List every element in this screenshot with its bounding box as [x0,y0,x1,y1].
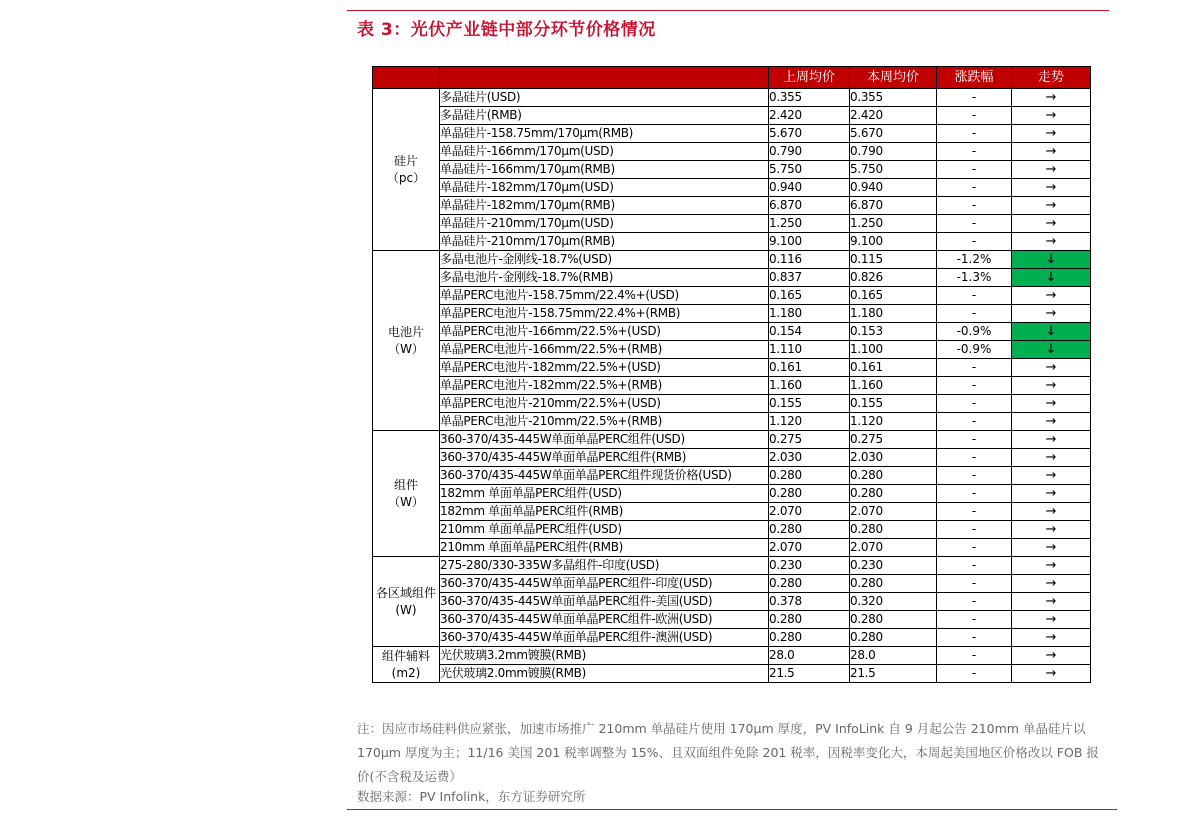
item-cell: 360-370/435-445W单面单晶PERC组件现货价格(USD) [440,467,769,485]
table-row [373,611,1091,629]
category-label-line: (m2) [391,665,421,680]
this-week-price-cell: 1.100 [850,341,937,359]
item-cell: 210mm 单面单晶PERC组件(USD) [440,521,769,539]
last-week-price-cell: 21.5 [769,665,850,683]
trend-flat-arrow-icon: → [1012,89,1091,107]
change-cell: - [937,449,1012,467]
last-week-price-cell: 2.420 [769,107,850,125]
trend-flat-arrow-icon: → [1012,233,1091,251]
item-cell: 360-370/435-445W单面单晶PERC组件-欧洲(USD) [440,611,769,629]
this-week-price-cell: 0.940 [850,179,937,197]
last-week-price-cell: 2.070 [769,539,850,557]
this-week-price-cell: 0.826 [850,269,937,287]
table-row [373,629,1091,647]
item-cell: 182mm 单面单晶PERC组件(RMB) [440,503,769,521]
change-cell: - [937,413,1012,431]
last-week-price-cell: 5.670 [769,125,850,143]
item-cell: 多晶电池片-金刚线-18.7%(RMB) [440,269,769,287]
trend-down-arrow-icon: ↓ [1012,323,1091,341]
category-label-line: （W） [388,494,424,509]
trend-down-arrow-icon: ↓ [1012,269,1091,287]
category-label-line: 硅片 [393,153,418,168]
item-cell: 单晶硅片-166mm/170μm(USD) [440,143,769,161]
this-week-price-cell: 0.320 [850,593,937,611]
this-week-price-cell: 5.750 [850,161,937,179]
last-week-price-cell: 1.180 [769,305,850,323]
trend-flat-arrow-icon: → [1012,431,1091,449]
change-cell: - [937,395,1012,413]
item-cell: 单晶硅片-210mm/170μm(RMB) [440,233,769,251]
this-week-price-cell: 0.280 [850,575,937,593]
category-label-line: （W） [388,341,424,356]
table-row [373,665,1091,683]
change-cell: - [937,629,1012,647]
change-cell: - [937,467,1012,485]
this-week-price-cell: 0.153 [850,323,937,341]
change-cell: - [937,431,1012,449]
table-row [373,503,1091,521]
table-row [373,521,1091,539]
this-week-price-cell: 1.160 [850,377,937,395]
item-cell: 光伏玻璃3.2mm镀膜(RMB) [440,647,769,665]
category-label-line: 电池片 [387,324,424,339]
table-row [373,161,1091,179]
trend-flat-arrow-icon: → [1012,197,1091,215]
change-cell: - [937,125,1012,143]
this-week-price-cell: 1.250 [850,215,937,233]
change-cell: - [937,539,1012,557]
item-cell: 275-280/330-335W多晶组件-印度(USD) [440,557,769,575]
bottom-rule [347,809,1117,810]
trend-flat-arrow-icon: → [1012,629,1091,647]
table-title: 表 3：光伏产业链中部分环节价格情况 [357,20,656,40]
item-cell: 182mm 单面单晶PERC组件(USD) [440,485,769,503]
item-cell: 光伏玻璃2.0mm镀膜(RMB) [440,665,769,683]
last-week-price-cell: 2.070 [769,503,850,521]
last-week-price-cell: 1.160 [769,377,850,395]
trend-flat-arrow-icon: → [1012,575,1091,593]
top-rule [347,10,1109,11]
last-week-price-cell: 0.355 [769,89,850,107]
category-label-line: 组件辅料 [381,648,430,663]
table-body [373,89,1091,683]
change-cell: - [937,179,1012,197]
change-cell: -0.9% [937,341,1012,359]
trend-flat-arrow-icon: → [1012,215,1091,233]
change-cell: - [937,575,1012,593]
last-week-price-cell: 9.100 [769,233,850,251]
last-week-price-cell: 1.120 [769,413,850,431]
trend-down-arrow-icon: ↓ [1012,251,1091,269]
this-week-price-cell: 0.280 [850,467,937,485]
source-line: 数据来源：PV Infolink，东方证券研究所 [357,789,586,804]
category-cell [373,89,440,251]
this-week-price-cell: 1.120 [850,413,937,431]
this-week-price-cell: 0.165 [850,287,937,305]
item-cell: 多晶硅片(USD) [440,89,769,107]
trend-flat-arrow-icon: → [1012,359,1091,377]
item-cell: 单晶PERC电池片-182mm/22.5%+(USD) [440,359,769,377]
trend-flat-arrow-icon: → [1012,485,1091,503]
item-cell: 单晶硅片-182mm/170μm(RMB) [440,197,769,215]
change-cell: - [937,233,1012,251]
item-cell: 360-370/435-445W单面单晶PERC组件(USD) [440,431,769,449]
table-row [373,143,1091,161]
last-week-price-cell: 0.280 [769,467,850,485]
last-week-price-cell: 0.280 [769,485,850,503]
last-week-price-cell: 6.870 [769,197,850,215]
this-week-price-cell: 21.5 [850,665,937,683]
this-week-price-cell: 5.670 [850,125,937,143]
this-week-price-cell: 2.070 [850,503,937,521]
this-week-price-cell: 2.070 [850,539,937,557]
trend-flat-arrow-icon: → [1012,413,1091,431]
change-cell: - [937,161,1012,179]
last-week-price-cell: 2.030 [769,449,850,467]
trend-flat-arrow-icon: → [1012,593,1091,611]
last-week-price-cell: 0.790 [769,143,850,161]
change-cell: - [937,143,1012,161]
trend-flat-arrow-icon: → [1012,557,1091,575]
this-week-price-cell: 0.280 [850,611,937,629]
last-week-price-cell: 0.280 [769,521,850,539]
last-week-price-cell: 28.0 [769,647,850,665]
this-week-price-cell: 0.161 [850,359,937,377]
item-cell: 单晶PERC电池片-166mm/22.5%+(RMB) [440,341,769,359]
trend-flat-arrow-icon: → [1012,449,1091,467]
table-row [373,485,1091,503]
item-cell: 单晶PERC电池片-158.75mm/22.4%+(USD) [440,287,769,305]
header-last-week-price: 上周均价 [769,67,850,89]
category-cell [373,557,440,647]
category-cell [373,647,440,683]
table-row [373,107,1091,125]
trend-flat-arrow-icon: → [1012,377,1091,395]
table-row [373,359,1091,377]
this-week-price-cell: 0.790 [850,143,937,161]
last-week-price-cell: 0.378 [769,593,850,611]
table-row [373,287,1091,305]
item-cell: 360-370/435-445W单面单晶PERC组件-澳洲(USD) [440,629,769,647]
trend-flat-arrow-icon: → [1012,503,1091,521]
trend-flat-arrow-icon: → [1012,305,1091,323]
last-week-price-cell: 0.280 [769,575,850,593]
this-week-price-cell: 1.180 [850,305,937,323]
category-label-line: 组件 [393,477,418,492]
trend-flat-arrow-icon: → [1012,665,1091,683]
last-week-price-cell: 0.154 [769,323,850,341]
category-label-line: 各区域组件 [375,585,436,600]
table-row [373,197,1091,215]
trend-flat-arrow-icon: → [1012,287,1091,305]
item-cell: 单晶硅片-210mm/170μm(USD) [440,215,769,233]
this-week-price-cell: 0.230 [850,557,937,575]
trend-flat-arrow-icon: → [1012,161,1091,179]
change-cell: - [937,611,1012,629]
last-week-price-cell: 0.161 [769,359,850,377]
item-cell: 单晶硅片-158.75mm/170μm(RMB) [440,125,769,143]
item-cell: 360-370/435-445W单面单晶PERC组件-印度(USD) [440,575,769,593]
table-row [373,341,1091,359]
category-label-line: (W) [395,602,417,617]
table-row [373,575,1091,593]
table-row [373,179,1091,197]
last-week-price-cell: 1.110 [769,341,850,359]
header-change: 涨跌幅 [937,67,1012,89]
category-cell [373,251,440,431]
table-row [373,125,1091,143]
table-row [373,233,1091,251]
item-cell: 210mm 单面单晶PERC组件(RMB) [440,539,769,557]
change-cell: - [937,485,1012,503]
table-row [373,539,1091,557]
this-week-price-cell: 0.115 [850,251,937,269]
this-week-price-cell: 0.275 [850,431,937,449]
change-cell: - [937,305,1012,323]
this-week-price-cell: 2.030 [850,449,937,467]
table-row [373,467,1091,485]
this-week-price-cell: 6.870 [850,197,937,215]
header-this-week-price: 本周均价 [850,67,937,89]
table-row [373,305,1091,323]
last-week-price-cell: 0.116 [769,251,850,269]
item-cell: 单晶硅片-182mm/170μm(USD) [440,179,769,197]
table-row [373,377,1091,395]
item-cell: 多晶电池片-金刚线-18.7%(USD) [440,251,769,269]
change-cell: - [937,377,1012,395]
item-cell: 单晶PERC电池片-166mm/22.5%+(USD) [440,323,769,341]
trend-flat-arrow-icon: → [1012,467,1091,485]
table-header-row [373,67,1091,89]
item-cell: 多晶硅片(RMB) [440,107,769,125]
price-table [372,66,1091,683]
change-cell: - [937,503,1012,521]
item-cell: 单晶PERC电池片-158.75mm/22.4%+(RMB) [440,305,769,323]
change-cell: -0.9% [937,323,1012,341]
this-week-price-cell: 2.420 [850,107,937,125]
table-row [373,557,1091,575]
change-cell: - [937,197,1012,215]
trend-flat-arrow-icon: → [1012,143,1091,161]
this-week-price-cell: 28.0 [850,647,937,665]
table-row [373,269,1091,287]
trend-flat-arrow-icon: → [1012,611,1091,629]
last-week-price-cell: 0.230 [769,557,850,575]
this-week-price-cell: 9.100 [850,233,937,251]
last-week-price-cell: 0.280 [769,629,850,647]
table-row [373,413,1091,431]
trend-flat-arrow-icon: → [1012,125,1091,143]
last-week-price-cell: 0.940 [769,179,850,197]
change-cell: - [937,521,1012,539]
table-row [373,395,1091,413]
header-item [440,67,769,89]
last-week-price-cell: 0.280 [769,611,850,629]
trend-flat-arrow-icon: → [1012,521,1091,539]
table-row [373,215,1091,233]
change-cell: - [937,107,1012,125]
item-cell: 单晶PERC电池片-210mm/22.5%+(USD) [440,395,769,413]
last-week-price-cell: 0.165 [769,287,850,305]
change-cell: - [937,89,1012,107]
trend-flat-arrow-icon: → [1012,107,1091,125]
table-row [373,251,1091,269]
change-cell: - [937,359,1012,377]
item-cell: 360-370/435-445W单面单晶PERC组件(RMB) [440,449,769,467]
this-week-price-cell: 0.280 [850,485,937,503]
category-cell [373,431,440,557]
trend-flat-arrow-icon: → [1012,395,1091,413]
footnote: 注：因应市场硅料供应紧张，加速市场推广 210mm 单晶硅片使用 170μm 厚度，PV InfoLink 自 9 月起公告 210mm 单晶硅片以 170μm 厚度为主；11/16 美国 201 税率调整为 15%、且双面组件免除 201 税率，因税率变化大，本周起美国地区价格改以 FOB 报价(不含税及运费） [357,721,1099,784]
trend-flat-arrow-icon: → [1012,647,1091,665]
change-cell: - [937,287,1012,305]
table-row [373,431,1091,449]
item-cell: 单晶硅片-166mm/170μm(RMB) [440,161,769,179]
this-week-price-cell: 0.280 [850,521,937,539]
this-week-price-cell: 0.280 [850,629,937,647]
change-cell: - [937,557,1012,575]
change-cell: - [937,665,1012,683]
table-row [373,593,1091,611]
header-category [373,67,440,89]
trend-down-arrow-icon: ↓ [1012,341,1091,359]
change-cell: -1.3% [937,269,1012,287]
this-week-price-cell: 0.155 [850,395,937,413]
trend-flat-arrow-icon: → [1012,179,1091,197]
change-cell: -1.2% [937,251,1012,269]
table-row [373,89,1091,107]
header-trend: 走势 [1012,67,1091,89]
change-cell: - [937,593,1012,611]
change-cell: - [937,215,1012,233]
item-cell: 单晶PERC电池片-210mm/22.5%+(RMB) [440,413,769,431]
table-row [373,449,1091,467]
last-week-price-cell: 1.250 [769,215,850,233]
trend-flat-arrow-icon: → [1012,539,1091,557]
last-week-price-cell: 0.275 [769,431,850,449]
item-cell: 360-370/435-445W单面单晶PERC组件-美国(USD) [440,593,769,611]
last-week-price-cell: 5.750 [769,161,850,179]
table-row [373,647,1091,665]
change-cell: - [937,647,1012,665]
last-week-price-cell: 0.155 [769,395,850,413]
table-row [373,323,1091,341]
this-week-price-cell: 0.355 [850,89,937,107]
category-label-line: （pc） [386,170,426,185]
last-week-price-cell: 0.837 [769,269,850,287]
item-cell: 单晶PERC电池片-182mm/22.5%+(RMB) [440,377,769,395]
